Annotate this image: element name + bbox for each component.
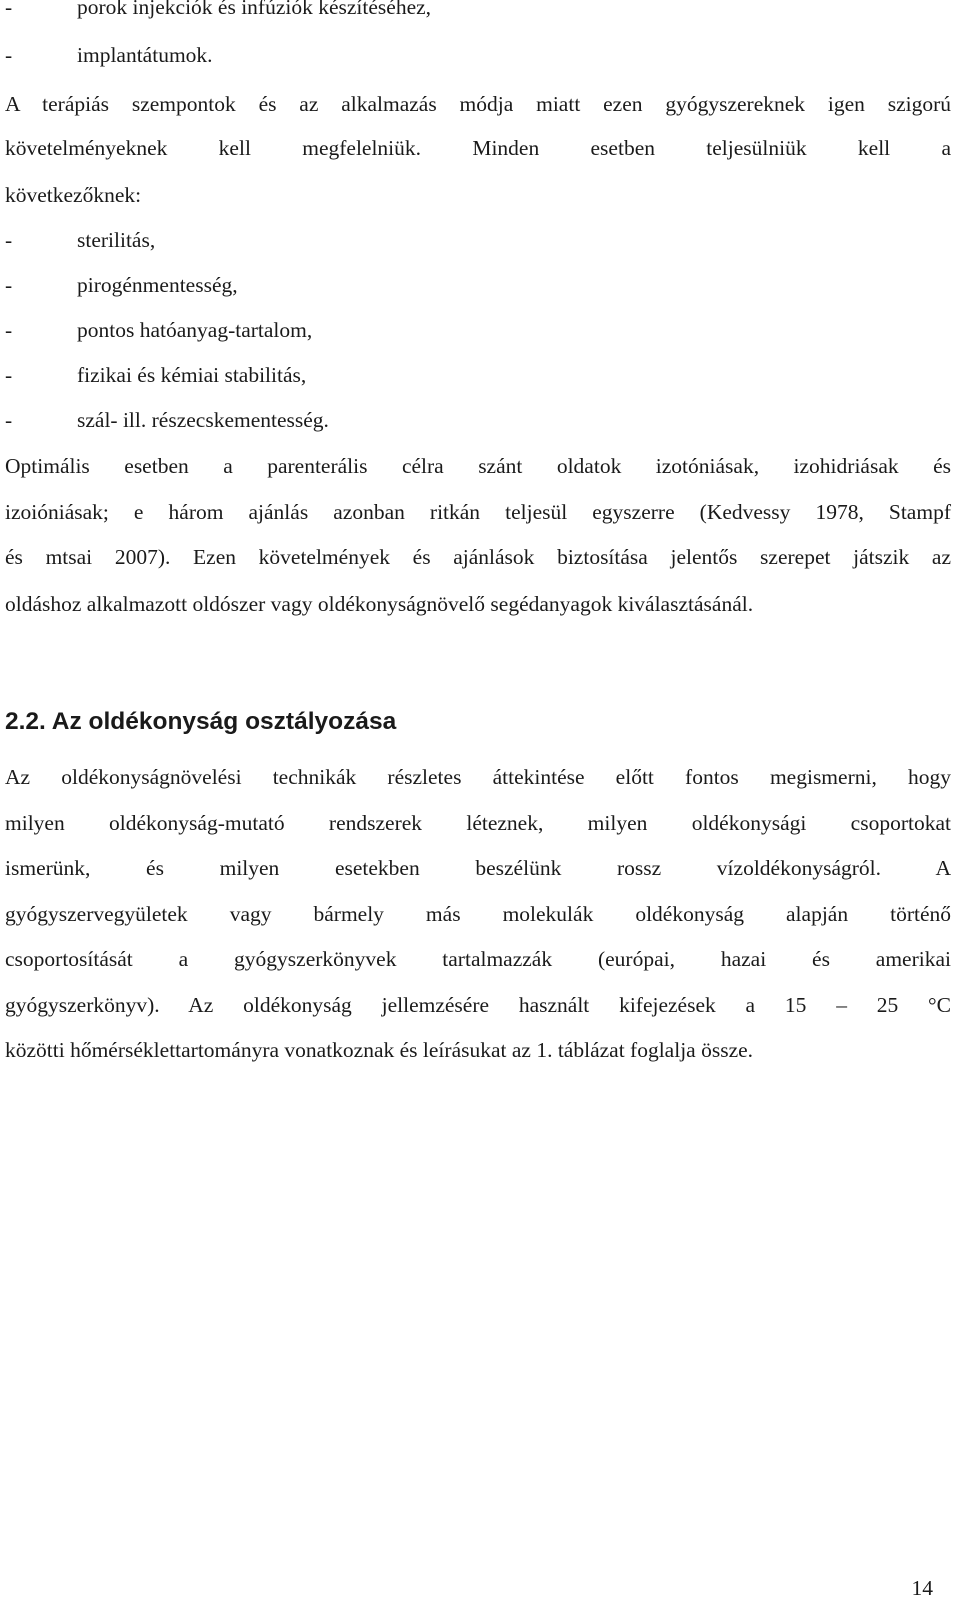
paragraph-line: Optimális esetben a parenterális célra szánt oldatok izotóniásak, izohidriásak és xyxy=(5,454,951,478)
paragraph-line: következőknek: xyxy=(5,183,142,207)
paragraph-line: közötti hőmérséklettartományra vonatkoznak és leírásukat az 1. táblázat foglalja össze. xyxy=(5,1038,754,1062)
paragraph-line: oldáshoz alkalmazott oldószer vagy oldékonyságnövelő segédanyagok kiválasztásánál. xyxy=(5,592,754,616)
list-dash: - xyxy=(5,0,13,19)
list-dash: - xyxy=(5,228,13,252)
paragraph-line: csoportosítását a gyógyszerkönyvek tartalmazzák (európai, hazai és amerikai xyxy=(5,947,951,971)
list-dash: - xyxy=(5,43,13,67)
list-item-text: pirogénmentesség, xyxy=(77,273,238,297)
paragraph-line: gyógyszerkönyv). Az oldékonyság jellemzésére használt kifejezések a 15 – 25 °C xyxy=(5,993,951,1017)
paragraph-line: ismerünk, és milyen esetekben beszélünk rossz vízoldékonyságról. A xyxy=(5,856,951,880)
list-item-text: implantátumok. xyxy=(77,43,213,67)
list-dash: - xyxy=(5,318,13,342)
list-dash: - xyxy=(5,408,13,432)
list-item-text: pontos hatóanyag-tartalom, xyxy=(77,318,313,342)
paragraph-line: és mtsai 2007). Ezen követelmények és ajánlások biztosítása jelentős szerepet játszik az xyxy=(5,545,951,569)
paragraph-line: milyen oldékonyság-mutató rendszerek léteznek, milyen oldékonysági csoportokat xyxy=(5,811,951,835)
list-dash: - xyxy=(5,273,13,297)
list-dash: - xyxy=(5,363,13,387)
section-heading: 2.2. Az oldékonyság osztályozása xyxy=(5,708,397,735)
list-item-text: sterilitás, xyxy=(77,228,156,252)
list-item-text: porok injekciók és infúziók készítéséhez, xyxy=(77,0,432,19)
paragraph-line: Az oldékonyságnövelési technikák részletes áttekintése előtt fontos megismerni, hogy xyxy=(5,765,951,789)
list-item-text: fizikai és kémiai stabilitás, xyxy=(77,363,307,387)
list-item-text: szál- ill. részecskementesség. xyxy=(77,408,329,432)
paragraph-line: A terápiás szempontok és az alkalmazás módja miatt ezen gyógyszereknek igen szigorú xyxy=(5,92,951,116)
paragraph-line: gyógyszervegyületek vagy bármely más molekulák oldékonyság alapján történő xyxy=(5,902,951,926)
paragraph-line: követelményeknek kell megfelelniük. Minden esetben teljesülniük kell a xyxy=(5,136,951,160)
page-number: 14 xyxy=(911,1576,933,1600)
paragraph-line: izoióniásak; e három ajánlás azonban ritkán teljesül egyszerre (Kedvessy 1978, Stampf xyxy=(5,500,951,524)
